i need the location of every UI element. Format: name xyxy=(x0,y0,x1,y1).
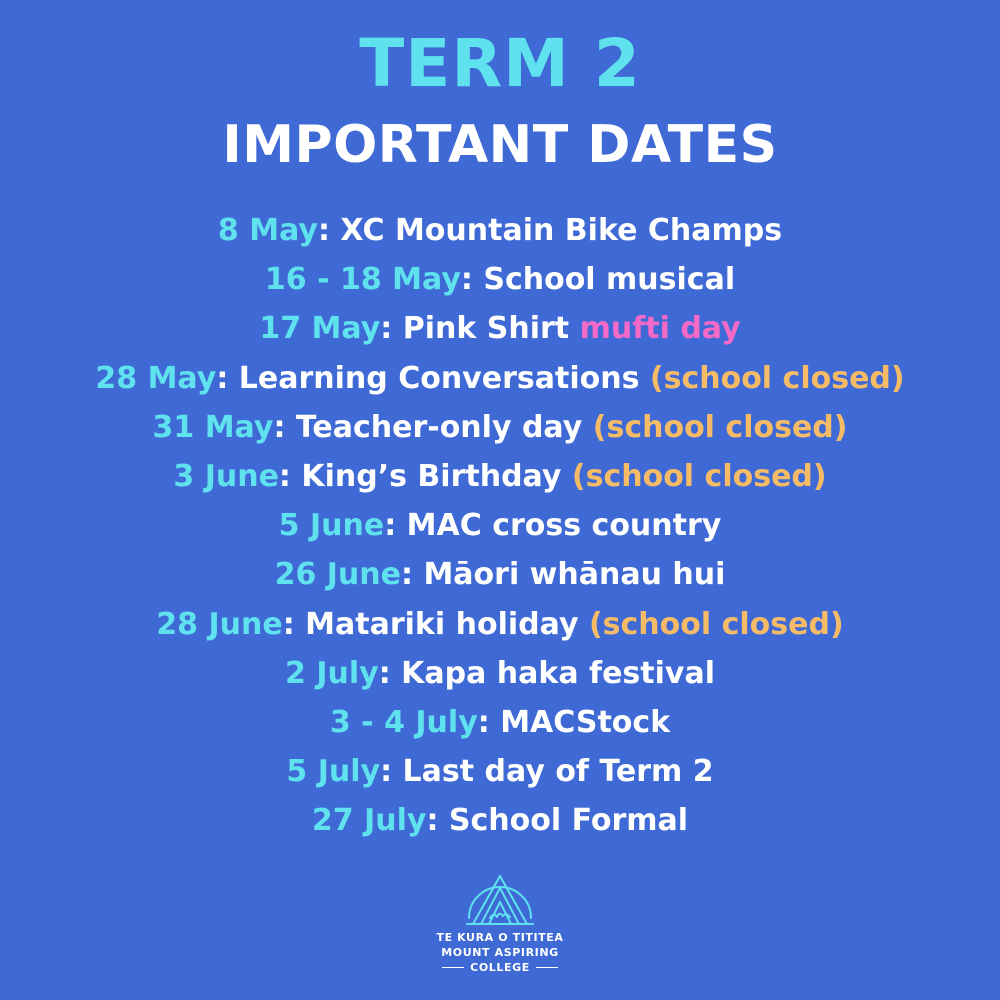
event-description: MAC cross country xyxy=(406,508,722,544)
event-date: 31 May xyxy=(152,409,274,445)
event-highlight-closed: (school closed) xyxy=(571,458,827,494)
event-item xyxy=(0,796,1000,845)
event-item xyxy=(0,304,1000,353)
event-description: Teacher-only day xyxy=(295,409,593,445)
event-item xyxy=(0,452,1000,501)
event-description: Māori whānau hui xyxy=(423,557,726,593)
event-separator: : xyxy=(384,508,407,544)
event-highlight-mufti: mufti day xyxy=(579,311,741,347)
event-date: 2 July xyxy=(285,655,379,691)
event-description: Matariki holiday xyxy=(305,606,589,642)
event-item xyxy=(0,206,1000,255)
event-date: 28 June xyxy=(156,606,283,642)
logo-rule-right xyxy=(536,967,558,968)
event-item xyxy=(0,698,1000,747)
event-description: Kapa haka festival xyxy=(401,655,715,691)
event-highlight-closed: (school closed) xyxy=(592,409,848,445)
events-list xyxy=(0,206,1000,845)
event-description: School musical xyxy=(483,262,736,298)
event-description: King’s Birthday xyxy=(301,458,572,494)
event-item xyxy=(0,255,1000,304)
event-separator: : xyxy=(216,360,239,396)
event-separator: : xyxy=(426,803,449,839)
logo-line-2: MOUNT ASPIRING xyxy=(441,946,559,959)
event-date: 28 May xyxy=(95,360,217,396)
mountain-emblem-icon xyxy=(463,868,537,926)
event-item xyxy=(0,747,1000,796)
event-description: Learning Conversations xyxy=(238,360,650,396)
event-separator: : xyxy=(380,754,403,790)
event-separator: : xyxy=(460,262,484,298)
event-date: 5 July xyxy=(286,754,381,790)
event-date: 27 July xyxy=(311,803,427,839)
event-item xyxy=(0,649,1000,698)
event-separator: : xyxy=(401,557,424,593)
logo-rule-left xyxy=(442,967,464,968)
event-date: 3 June xyxy=(173,458,279,494)
event-separator: : xyxy=(282,606,306,642)
event-date: 3 - 4 July xyxy=(329,704,478,740)
page-subtitle: IMPORTANT DATES xyxy=(222,115,778,175)
event-description: XC Mountain Bike Champs xyxy=(340,213,783,248)
event-highlight-closed: (school closed) xyxy=(649,360,905,396)
logo-line-1: TE KURA O TITITEA xyxy=(436,931,564,944)
event-date: 16 - 18 May xyxy=(264,262,461,298)
logo-line-3: COLLEGE xyxy=(470,961,530,974)
event-separator: : xyxy=(317,213,341,248)
event-description: Last day of Term 2 xyxy=(402,754,714,790)
event-description: MACStock xyxy=(500,704,671,740)
event-highlight-closed: (school closed) xyxy=(588,606,844,642)
event-date: 17 May xyxy=(259,311,381,347)
event-item xyxy=(0,550,1000,599)
event-separator: : xyxy=(378,655,402,691)
college-logo xyxy=(0,868,1000,975)
event-separator: : xyxy=(380,311,403,347)
event-item xyxy=(0,354,1000,403)
event-separator: : xyxy=(278,458,302,494)
event-separator: : xyxy=(273,409,296,445)
event-separator: : xyxy=(477,704,501,740)
event-date: 8 May xyxy=(217,213,318,248)
page-title: TERM 2 xyxy=(359,25,641,102)
event-item xyxy=(0,403,1000,452)
event-date: 5 June xyxy=(278,508,385,544)
event-description: Pink Shirt xyxy=(402,311,580,347)
event-date: 26 June xyxy=(274,557,401,593)
event-item xyxy=(0,501,1000,550)
event-item xyxy=(0,600,1000,649)
event-description: School Formal xyxy=(448,803,689,839)
